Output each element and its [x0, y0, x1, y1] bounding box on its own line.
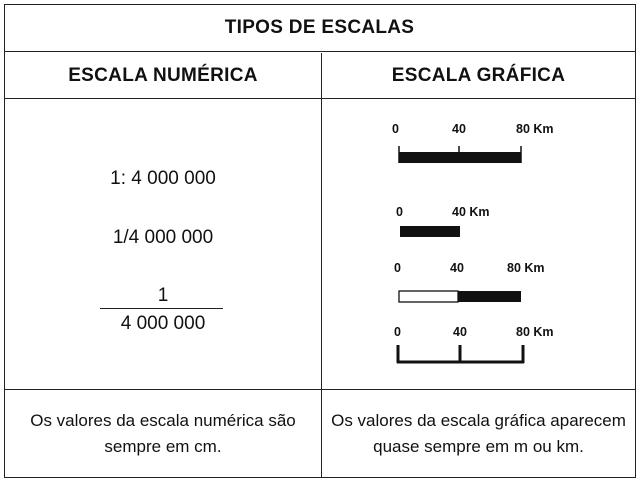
scale3-solid-segment [458, 291, 521, 302]
scale1-bar [399, 152, 521, 163]
graphic-scale-2 [396, 205, 490, 237]
scale2-label-40: 40 Km [452, 205, 490, 219]
scale2-label-0: 0 [396, 205, 403, 219]
scale4-label-80: 80 Km [516, 325, 554, 339]
column-header-numeric: ESCALA NUMÉRICA [68, 65, 258, 86]
numeric-scale-note: Os valores da escala numérica são sempre em cm. [30, 411, 296, 456]
numeric-scale-ratio: 1: 4 000 000 [110, 168, 216, 189]
graphic-scale-note: Os valores da escala gráfica aparecem quase sempre em m ou km. [331, 411, 626, 456]
graphic-scale-1 [392, 122, 554, 163]
scale1-label-80: 80 Km [516, 122, 554, 136]
scale3-label-0: 0 [394, 261, 401, 275]
graphic-scale-4 [394, 325, 554, 363]
scale1-label-40: 40 [452, 122, 466, 136]
numeric-scale-fraction-numerator: 1 [157, 285, 169, 306]
scale3-label-80: 80 Km [507, 261, 545, 275]
scale1-label-0: 0 [392, 122, 399, 136]
scale4-label-40: 40 [453, 325, 467, 339]
scale3-hollow-segment [399, 291, 458, 302]
graphic-scale-3 [394, 261, 545, 302]
scale4-label-0: 0 [394, 325, 401, 339]
numeric-scale-fraction-inline: 1/4 000 000 [112, 227, 214, 248]
scale3-label-40: 40 [450, 261, 464, 275]
column-header-graphic: ESCALA GRÁFICA [391, 65, 566, 86]
scale2-bar [400, 226, 460, 237]
table-title: TIPOS DE ESCALAS [224, 17, 415, 38]
numeric-scale-fraction-denominator: 4 000 000 [120, 313, 206, 334]
